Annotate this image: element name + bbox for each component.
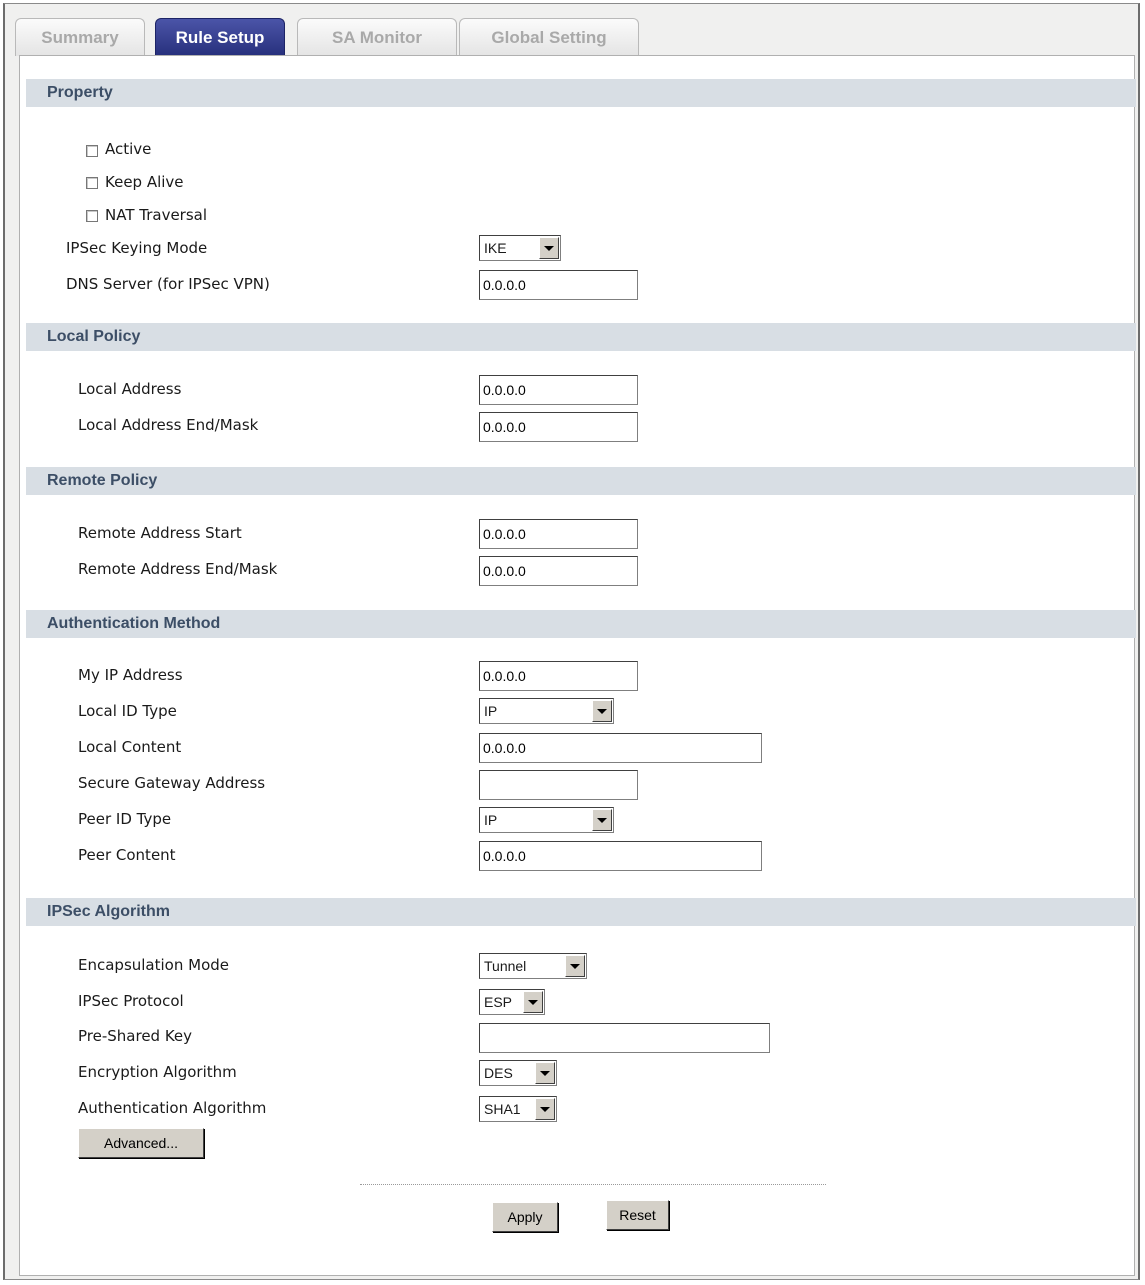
keying-mode-select[interactable]: [479, 235, 561, 261]
encryption-algorithm-value: DES: [484, 1065, 513, 1081]
remote-address-start-input[interactable]: 0.0.0.0: [479, 519, 638, 549]
chevron-down-icon[interactable]: [565, 955, 585, 977]
dns-server-label: DNS Server (for IPSec VPN): [66, 275, 270, 293]
tab-rule-setup[interactable]: Rule Setup: [155, 18, 285, 56]
section-header-remote-policy: Remote Policy: [26, 467, 1136, 495]
local-id-type-value: IP: [484, 703, 498, 719]
rule-setup-window: [3, 3, 1140, 1280]
tab-global-setting[interactable]: Global Setting: [459, 18, 639, 56]
chevron-down-icon[interactable]: [523, 991, 543, 1013]
chevron-down-icon[interactable]: [539, 237, 559, 259]
active-label: Active: [105, 140, 152, 158]
peer-content-input[interactable]: 0.0.0.0: [479, 841, 762, 871]
tab-sa-monitor[interactable]: SA Monitor: [297, 18, 457, 56]
local-address-label: Local Address: [78, 380, 182, 398]
chevron-down-icon[interactable]: [592, 700, 612, 722]
remote-address-start-label: Remote Address Start: [78, 524, 242, 542]
chevron-down-icon[interactable]: [535, 1098, 555, 1120]
encryption-algorithm-select[interactable]: [479, 1060, 557, 1086]
rule-setup-panel: [19, 55, 1135, 1276]
my-ip-address-label: My IP Address: [78, 666, 183, 684]
keep-alive-checkbox[interactable]: [86, 177, 98, 189]
section-header-authentication-method: Authentication Method: [26, 610, 1136, 638]
secure-gateway-input[interactable]: [479, 770, 638, 800]
encapsulation-mode-select[interactable]: [479, 953, 587, 979]
pre-shared-key-input[interactable]: [479, 1023, 770, 1053]
nat-traversal-checkbox[interactable]: [86, 210, 98, 222]
peer-id-type-select[interactable]: [479, 807, 614, 833]
authentication-algorithm-value: SHA1: [484, 1101, 521, 1117]
authentication-algorithm-label: Authentication Algorithm: [78, 1099, 267, 1117]
encapsulation-mode-label: Encapsulation Mode: [78, 956, 229, 974]
ipsec-protocol-select[interactable]: [479, 989, 545, 1015]
reset-button[interactable]: Reset: [606, 1200, 669, 1230]
peer-content-label: Peer Content: [78, 846, 176, 864]
tab-summary[interactable]: Summary: [15, 18, 145, 56]
encryption-algorithm-label: Encryption Algorithm: [78, 1063, 237, 1081]
section-header-local-policy: Local Policy: [26, 323, 1136, 351]
chevron-down-icon[interactable]: [592, 809, 612, 831]
authentication-algorithm-select[interactable]: [479, 1096, 557, 1122]
dns-server-input[interactable]: 0.0.0.0: [479, 270, 638, 300]
pre-shared-key-label: Pre-Shared Key: [78, 1027, 193, 1045]
peer-id-type-value: IP: [484, 812, 498, 828]
secure-gateway-label: Secure Gateway Address: [78, 774, 266, 792]
ipsec-protocol-value: ESP: [484, 994, 513, 1010]
divider: [360, 1184, 826, 1185]
local-content-input[interactable]: 0.0.0.0: [479, 733, 762, 763]
local-address-end-input[interactable]: 0.0.0.0: [479, 412, 638, 442]
section-header-property: Property: [26, 79, 1136, 107]
my-ip-address-input[interactable]: 0.0.0.0: [479, 661, 638, 691]
local-id-type-select[interactable]: [479, 698, 614, 724]
nat-traversal-label: NAT Traversal: [105, 206, 208, 224]
apply-button[interactable]: Apply: [492, 1202, 558, 1232]
peer-id-type-label: Peer ID Type: [78, 810, 172, 828]
chevron-down-icon[interactable]: [535, 1062, 555, 1084]
ipsec-protocol-label: IPSec Protocol: [78, 992, 184, 1010]
local-address-input[interactable]: 0.0.0.0: [479, 375, 638, 405]
keep-alive-label: Keep Alive: [105, 173, 184, 191]
local-content-label: Local Content: [78, 738, 182, 756]
local-address-end-label: Local Address End/Mask: [78, 416, 259, 434]
local-id-type-label: Local ID Type: [78, 702, 177, 720]
section-header-ipsec-algorithm: IPSec Algorithm: [26, 898, 1136, 926]
remote-address-end-label: Remote Address End/Mask: [78, 560, 278, 578]
keying-mode-label: IPSec Keying Mode: [66, 239, 208, 257]
encapsulation-mode-value: Tunnel: [484, 958, 527, 974]
advanced-button[interactable]: Advanced...: [78, 1128, 204, 1158]
active-checkbox[interactable]: [86, 145, 98, 157]
tab-bar: [15, 18, 1135, 56]
remote-address-end-input[interactable]: 0.0.0.0: [479, 556, 638, 586]
keying-mode-value: IKE: [484, 240, 507, 256]
